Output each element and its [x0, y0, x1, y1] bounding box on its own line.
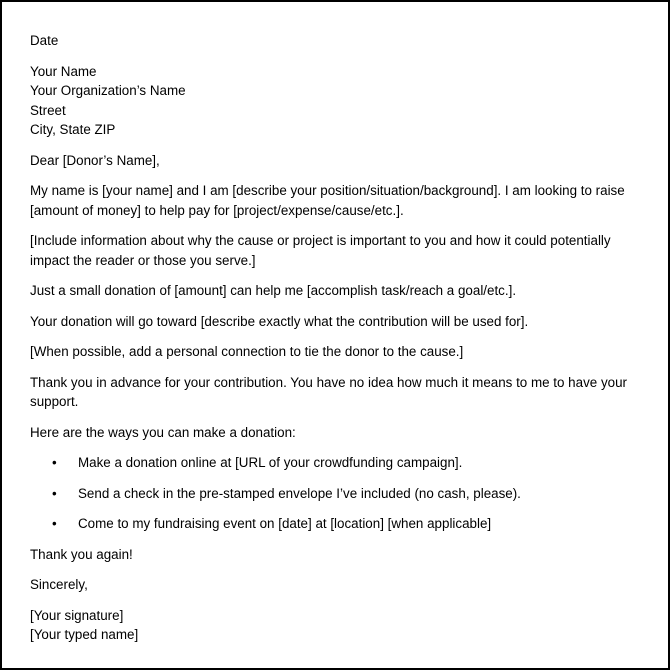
bullet-icon: • — [52, 455, 57, 470]
thanks-line-1: Thank you in advance for your contribution. You have no idea how much it means to me to have your — [30, 374, 627, 390]
thanks-line-2: support. — [30, 394, 79, 409]
list-item — [30, 484, 644, 504]
donation-use-paragraph: Your donation will go toward [describe exactly what the contribution will be used for]. — [30, 313, 529, 329]
list-item-text: Come to my fundraising event on [date] at [location] [when applicable] — [78, 516, 492, 531]
bullet-icon: • — [52, 485, 57, 501]
letter-date: Date — [30, 33, 59, 48]
signature-placeholder: [Your signature] — [30, 607, 124, 623]
signature-block — [30, 606, 644, 645]
sender-name: Your Name — [30, 63, 97, 79]
intro-line-2: [amount of money] to help pay for [project/expense/cause/etc.]. — [30, 202, 404, 218]
importance-line-2: impact the reader or those you serve.] — [30, 252, 256, 268]
sender-street: Street — [30, 102, 66, 118]
thanks-paragraph — [30, 373, 644, 412]
intro-line-1: My name is [your name] and I am [describe your position/situation/background]. I am looking to raise — [30, 183, 625, 198]
sign-off: Sincerely, — [30, 577, 88, 592]
list-item — [30, 514, 644, 534]
importance-paragraph — [30, 231, 644, 270]
typed-name-placeholder: [Your typed name] — [30, 627, 139, 642]
bullet-icon: • — [52, 516, 57, 531]
sender-address-block — [30, 62, 644, 140]
ways-intro: Here are the ways you can make a donation: — [30, 424, 296, 440]
sender-organization: Your Organization’s Name — [30, 83, 186, 98]
salutation: Dear [Donor’s Name], — [30, 152, 160, 168]
small-donation-paragraph: Just a small donation of [amount] can help me [accomplish task/reach a goal/etc.]. — [30, 283, 517, 298]
personal-connection-paragraph: [When possible, add a personal connection to tie the donor to the cause.] — [30, 344, 464, 359]
list-item — [30, 453, 644, 473]
sender-city-state-zip: City, State ZIP — [30, 122, 116, 137]
closing-thanks: Thank you again! — [30, 546, 133, 562]
importance-line-1: [Include information about why the cause or project is important to you and how it could potentially — [30, 233, 611, 248]
donation-ways-list — [30, 453, 644, 534]
list-item-text: Send a check in the pre-stamped envelope I’ve included (no cash, please). — [78, 485, 521, 501]
intro-paragraph — [30, 181, 644, 220]
list-item-text: Make a donation online at [URL of your crowdfunding campaign]. — [78, 455, 463, 470]
